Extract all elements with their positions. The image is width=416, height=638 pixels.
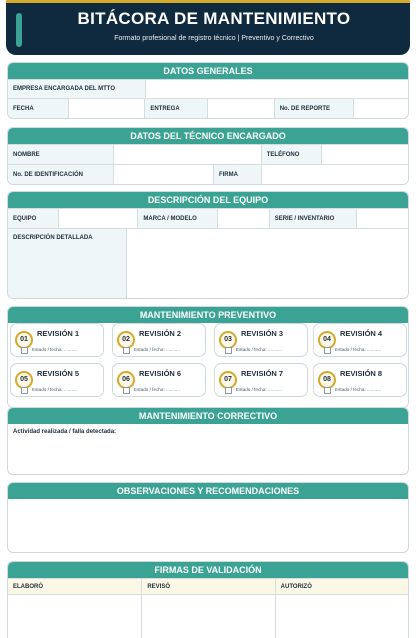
- revision-number: 04: [318, 331, 336, 349]
- revision-checkbox[interactable]: [324, 387, 331, 394]
- preventive-section: [7, 306, 409, 408]
- revision-state-text: Estado / fecha: ...........: [236, 387, 282, 392]
- technician-section: [7, 127, 409, 185]
- signatures-section: [7, 561, 409, 638]
- id-number-label: No. DE IDENTIFICACIÓN: [8, 165, 113, 184]
- equipment-label: EQUIPO: [8, 209, 58, 228]
- revision-state-text: Estado / fecha: ...........: [335, 387, 381, 392]
- detail-description-field[interactable]: [126, 229, 408, 298]
- revision-state-text: Estado / fecha: ...........: [335, 347, 381, 352]
- revision-state-text: Estado / fecha: ...........: [32, 387, 78, 392]
- company-field[interactable]: [145, 80, 408, 98]
- observations-heading: OBSERVACIONES Y RECOMENDACIONES: [8, 483, 408, 499]
- general-data-section: [7, 62, 409, 119]
- revision-number: 06: [117, 371, 135, 389]
- page-subtitle: Formato profesional de registro técnico | Preventivo y Correctivo: [114, 35, 314, 42]
- serial-label: SERIE / INVENTARIO: [269, 209, 357, 228]
- brand-model-field[interactable]: [217, 209, 269, 228]
- company-label: EMPRESA ENCARGADA DEL MTTO: [8, 80, 145, 98]
- revision-checkbox[interactable]: [21, 347, 28, 354]
- revision-number: 08: [318, 371, 336, 389]
- revision-title: REVISIÓN 7: [241, 369, 284, 378]
- signatures-heading: FIRMAS DE VALIDACIÓN: [8, 562, 408, 578]
- delivery-field[interactable]: [207, 99, 274, 118]
- brand-model-label: MARCA / MODELO: [137, 209, 217, 228]
- page-header: [6, 0, 410, 55]
- revision-card: [112, 363, 206, 397]
- reviewed-by-signature-field[interactable]: [141, 595, 274, 638]
- date-field[interactable]: [68, 99, 145, 118]
- revision-title: REVISIÓN 4: [340, 329, 383, 338]
- report-number-label: No. DE REPORTE: [274, 99, 354, 118]
- signature-label: FIRMA: [213, 165, 261, 184]
- revision-number: 03: [219, 331, 237, 349]
- made-by-label: ELABORÓ: [8, 579, 141, 594]
- revision-number: 07: [219, 371, 237, 389]
- reviewed-by-label: REVISÓ: [141, 579, 274, 594]
- made-by-signature-field[interactable]: [8, 595, 141, 638]
- revision-checkbox[interactable]: [21, 387, 28, 394]
- phone-field[interactable]: [321, 145, 408, 164]
- revision-card: [10, 363, 104, 397]
- revision-checkbox[interactable]: [225, 387, 232, 394]
- revision-title: REVISIÓN 2: [139, 329, 182, 338]
- corrective-heading: MANTENIMIENTO CORRECTIVO: [8, 408, 408, 424]
- phone-label: TELÉFONO: [261, 145, 322, 164]
- revision-checkbox[interactable]: [324, 347, 331, 354]
- revision-card: [112, 323, 206, 357]
- revision-card: [10, 323, 104, 357]
- revision-checkbox[interactable]: [123, 387, 130, 394]
- report-number-field[interactable]: [353, 99, 408, 118]
- equipment-heading: DESCRIPCIÓN DEL EQUIPO: [8, 192, 408, 208]
- revision-title: REVISIÓN 3: [241, 329, 284, 338]
- revision-card: [313, 323, 407, 357]
- id-number-field[interactable]: [113, 165, 212, 184]
- revision-state-text: Estado / fecha: ...........: [134, 387, 180, 392]
- corrective-activity-field[interactable]: [8, 424, 408, 474]
- authorized-by-signature-field[interactable]: [275, 595, 408, 638]
- revision-title: REVISIÓN 5: [37, 369, 80, 378]
- date-label: FECHA: [8, 99, 68, 118]
- serial-field[interactable]: [356, 209, 408, 228]
- corrective-section: [7, 407, 409, 475]
- revision-checkbox[interactable]: [225, 347, 232, 354]
- name-field[interactable]: [113, 145, 260, 164]
- activity-label: Actividad realizada / falla detectada:: [13, 429, 117, 435]
- revision-title: REVISIÓN 1: [37, 329, 80, 338]
- revision-state-text: Estado / fecha: ...........: [134, 347, 180, 352]
- equipment-field[interactable]: [58, 209, 138, 228]
- observations-field[interactable]: [8, 499, 408, 552]
- delivery-label: ENTREGA: [144, 99, 207, 118]
- revision-card: [214, 363, 308, 397]
- revision-number: 02: [117, 331, 135, 349]
- signature-field[interactable]: [261, 165, 408, 184]
- revision-number: 05: [15, 371, 33, 389]
- name-label: NOMBRE: [8, 145, 113, 164]
- revision-checkbox[interactable]: [123, 347, 130, 354]
- revision-card: [214, 323, 308, 357]
- revision-card: [313, 363, 407, 397]
- revision-title: REVISIÓN 8: [340, 369, 383, 378]
- revision-state-text: Estado / fecha: ...........: [236, 347, 282, 352]
- equipment-section: [7, 191, 409, 299]
- preventive-heading: MANTENIMIENTO PREVENTIVO: [8, 307, 408, 323]
- authorized-by-label: AUTORIZÓ: [275, 579, 408, 594]
- revision-grid: [8, 323, 408, 407]
- technician-heading: DATOS DEL TÉCNICO ENCARGADO: [8, 128, 408, 144]
- general-data-heading: DATOS GENERALES: [8, 63, 408, 79]
- detail-description-label: DESCRIPCIÓN DETALLADA: [8, 229, 126, 298]
- observations-section: [7, 482, 409, 553]
- page-title: BITÁCORA DE MANTENIMIENTO: [77, 9, 351, 28]
- revision-number: 01: [15, 331, 33, 349]
- revision-state-text: Estado / fecha: ...........: [32, 347, 78, 352]
- revision-title: REVISIÓN 6: [139, 369, 182, 378]
